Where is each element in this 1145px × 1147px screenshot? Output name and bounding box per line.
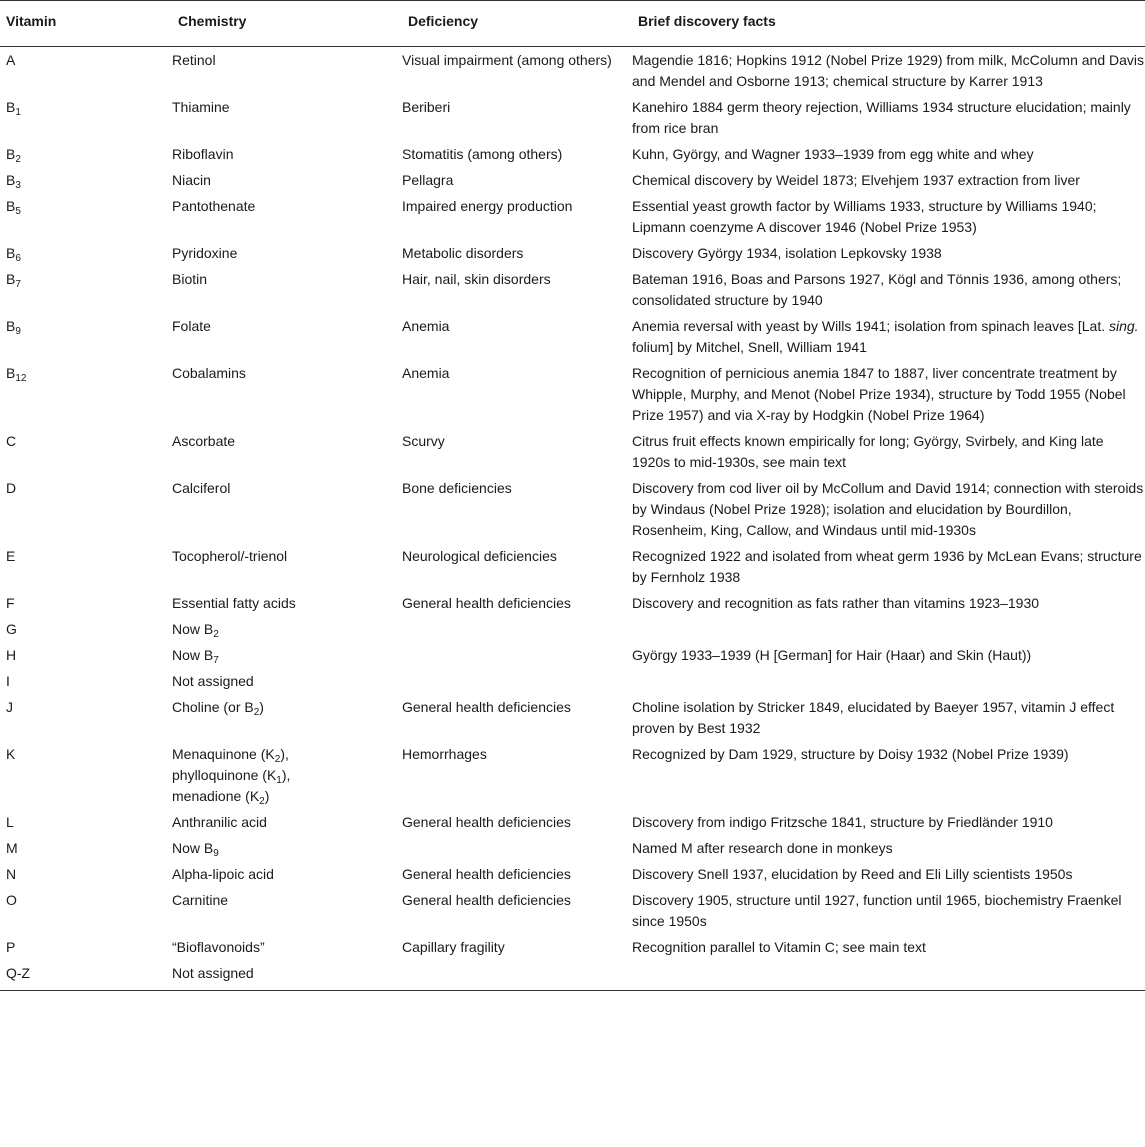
chemistry-cell: Pyridoxine (172, 245, 238, 261)
facts-cell: Recognition of pernicious anemia 1847 to 1887, liver concentrate treatment by Whipple, Murphy, and Menot (Nobel Prize 1934), structure by Todd 1955 (Nobel Prize 1957) and via X-ray by Hodgkin (Nobel Prize 1964) (632, 365, 1126, 423)
chemistry-cell: Not assigned (172, 673, 254, 689)
chemistry-cell: Pantothenate (172, 198, 256, 214)
deficiency-cell (400, 835, 630, 861)
vitamin-cell: $B_6$ (6, 245, 21, 264)
table-row (0, 934, 1145, 960)
deficiency-cell: Hair, nail, skin disorders (402, 271, 551, 287)
facts-cell: Named M after research done in monkeys (632, 840, 893, 856)
table-row (0, 741, 1145, 809)
chemistry-cell: Alpha-lipoic acid (172, 866, 274, 882)
vitamin-cell: A (6, 52, 16, 68)
table-row (0, 167, 1145, 193)
header-chemistry: Chemistry (170, 1, 400, 47)
facts-cell: György 1933–1939 (H [German] for Hair (Haar) and Skin (Haut)) (632, 647, 1032, 663)
deficiency-cell: Visual impairment (among others) (402, 52, 612, 68)
facts-cell: Discovery György 1934, isolation Lepkovsky 1938 (632, 245, 942, 261)
facts-cell: Chemical discovery by Weidel 1873; Elvehjem 1937 extraction from liver (632, 172, 1080, 188)
table-row (0, 193, 1145, 240)
deficiency-cell: Beriberi (402, 99, 451, 115)
chemistry-cell: Folate (172, 318, 211, 334)
header-vitamin: Vitamin (0, 1, 170, 47)
vitamin-cell: $B_7$ (6, 271, 21, 290)
vitamin-cell: K (6, 746, 16, 762)
table-row (0, 835, 1145, 861)
facts-cell: Essential yeast growth factor by Williams 1933, structure by Williams 1940; Lipmann coenzyme A discover 1946 (Nobel Prize 1953) (632, 198, 1097, 235)
chemistry-cell: Thiamine (172, 99, 230, 115)
header-facts: Brief discovery facts (630, 1, 1145, 47)
chemistry-cell: Biotin (172, 271, 208, 287)
vitamin-cell: O (6, 892, 17, 908)
chemistry-cell: Tocopherol/-trienol (172, 548, 288, 564)
table-row (0, 809, 1145, 835)
deficiency-cell: Neurological deficiencies (402, 548, 557, 564)
facts-cell: Magendie 1816; Hopkins 1912 (Nobel Prize 1929) from milk, McColumn and Davis and Mendel and Osborne 1913; chemical structure by Karrer 1913 (632, 52, 1145, 89)
facts-cell (630, 668, 1145, 694)
facts-cell: Discovery and recognition as fats rather than vitamins 1923–1930 (632, 595, 1040, 611)
deficiency-cell: Hemorrhages (402, 746, 487, 762)
table-row (0, 360, 1145, 428)
table-row (0, 590, 1145, 616)
chemistry-cell: Now $B_7$ (172, 647, 219, 666)
vitamin-cell: $B_2$ (6, 146, 21, 165)
vitamin-cell: G (6, 621, 17, 637)
deficiency-cell: Impaired energy production (402, 198, 573, 214)
facts-cell: Kanehiro 1884 germ theory rejection, Williams 1934 structure elucidation; mainly from rice bran (632, 99, 1131, 136)
chemistry-cell: Not assigned (170, 960, 400, 991)
chemistry-cell: Retinol (172, 52, 216, 68)
facts-cell: Recognition parallel to Vitamin C; see main text (632, 939, 926, 955)
chemistry-cell: Ascorbate (172, 433, 236, 449)
facts-cell: Anemia reversal with yeast by Wills 1941; isolation from spinach leaves [Lat. sing. folium] by Mitchel, Snell, William 1941 (632, 318, 1139, 355)
table-row (0, 313, 1145, 360)
vitamin-cell: P (6, 939, 16, 955)
table-row (0, 543, 1145, 590)
chemistry-cell: “Bioflavonoids” (172, 939, 265, 955)
vitamin-cell: F (6, 595, 15, 611)
facts-cell: Discovery Snell 1937, elucidation by Reed and Eli Lilly scientists 1950s (632, 866, 1073, 882)
table-row (0, 47, 1145, 95)
deficiency-cell: General health deficiencies (402, 814, 571, 830)
table-row (0, 960, 1145, 991)
chemistry-cell: Now $B_2$ (172, 621, 219, 640)
chemistry-cell: Now $B_9$ (172, 840, 219, 859)
chemistry-cell: Carnitine (172, 892, 229, 908)
vitamin-cell: $B_1$ (6, 99, 21, 118)
facts-cell: Discovery from indigo Fritzsche 1841, structure by Friedländer 1910 (632, 814, 1053, 830)
header-deficiency: Deficiency (400, 1, 630, 47)
table-row (0, 668, 1145, 694)
facts-cell: Choline isolation by Stricker 1849, elucidated by Baeyer 1957, vitamin J effect proven by Best 1932 (632, 699, 1115, 736)
chemistry-cell: Riboflavin (172, 146, 234, 162)
vitamin-cell: E (6, 548, 16, 564)
deficiency-cell (400, 642, 630, 668)
table-row (0, 428, 1145, 475)
deficiency-cell: General health deficiencies (402, 866, 571, 882)
table-row (0, 240, 1145, 266)
deficiency-cell: Metabolic disorders (402, 245, 524, 261)
table-row (0, 694, 1145, 741)
facts-cell: Kuhn, György, and Wagner 1933–1939 from egg white and whey (632, 146, 1034, 162)
vitamin-cell: J (6, 699, 13, 715)
vitamin-cell: C (6, 433, 17, 449)
table-row (0, 141, 1145, 167)
vitamin-cell: D (6, 480, 17, 496)
deficiency-cell: General health deficiencies (402, 595, 571, 611)
vitamin-cell: $B_3$ (6, 172, 21, 191)
vitamin-cell: $B_5$ (6, 198, 21, 217)
table-row (0, 861, 1145, 887)
facts-cell: Discovery from cod liver oil by McCollum and David 1914; connection with steroids by Windaus (Nobel Prize 1928); isolation and elucidation by Bourdillon, Rosenheim, King, Callow, and Windaus until mid-1930s (632, 480, 1144, 538)
deficiency-cell (400, 668, 630, 694)
deficiency-cell: Anemia (402, 365, 450, 381)
header-row (0, 1, 1145, 47)
vitamin-cell: H (6, 647, 17, 663)
vitamin-cell: I (6, 673, 10, 689)
deficiency-cell: Bone deficiencies (402, 480, 512, 496)
deficiency-cell: Stomatitis (among others) (402, 146, 563, 162)
table-row (0, 616, 1145, 642)
deficiency-cell: Capillary fragility (402, 939, 505, 955)
chemistry-cell: Choline (or $B_2$) (172, 699, 264, 718)
deficiency-cell: General health deficiencies (402, 892, 571, 908)
vitamin-cell: L (6, 814, 14, 830)
chemistry-cell: Cobalamins (172, 365, 246, 381)
table-row (0, 642, 1145, 668)
chemistry-cell: Niacin (172, 172, 211, 188)
facts-cell: Discovery 1905, structure until 1927, function until 1965, biochemistry Fraenkel since 1950s (632, 892, 1122, 929)
vitamin-cell: Q-Z (0, 960, 170, 991)
deficiency-cell: Scurvy (402, 433, 445, 449)
deficiency-cell (400, 616, 630, 642)
facts-cell: Recognized 1922 and isolated from wheat germ 1936 by McLean Evans; structure by Fernholz 1938 (632, 548, 1142, 585)
chemistry-cell: Anthranilic acid (172, 814, 267, 830)
table-row (0, 266, 1145, 313)
table-row (0, 887, 1145, 934)
deficiency-cell: Pellagra (402, 172, 454, 188)
facts-cell (630, 616, 1145, 642)
chemistry-cell: Calciferol (172, 480, 231, 496)
table-row (0, 475, 1145, 543)
vitamin-cell: $B_9$ (6, 318, 21, 337)
deficiency-cell: General health deficiencies (402, 699, 571, 715)
table-row (0, 94, 1145, 141)
vitamin-cell: $B_{12}$ (6, 365, 27, 384)
chemistry-cell: Menaquinone $(K_2)$, phylloquinone $(K_1)$, menadione $(K_2)$ (172, 746, 291, 807)
deficiency-cell: Anemia (402, 318, 450, 334)
deficiency-cell (400, 960, 630, 991)
chemistry-cell: Essential fatty acids (172, 595, 296, 611)
facts-cell (630, 960, 1145, 991)
vitamin-cell: N (6, 866, 17, 882)
facts-cell: Bateman 1916, Boas and Parsons 1927, Kögl and Tönnis 1936, among others; consolidated structure by 1940 (632, 271, 1122, 308)
vitamin-cell: M (6, 840, 18, 856)
facts-cell: Citrus fruit effects known empirically for long; György, Svirbely, and King late 1920s to mid-1930s, see main text (632, 433, 1104, 470)
facts-cell: Recognized by Dam 1929, structure by Doisy 1932 (Nobel Prize 1939) (632, 746, 1069, 762)
